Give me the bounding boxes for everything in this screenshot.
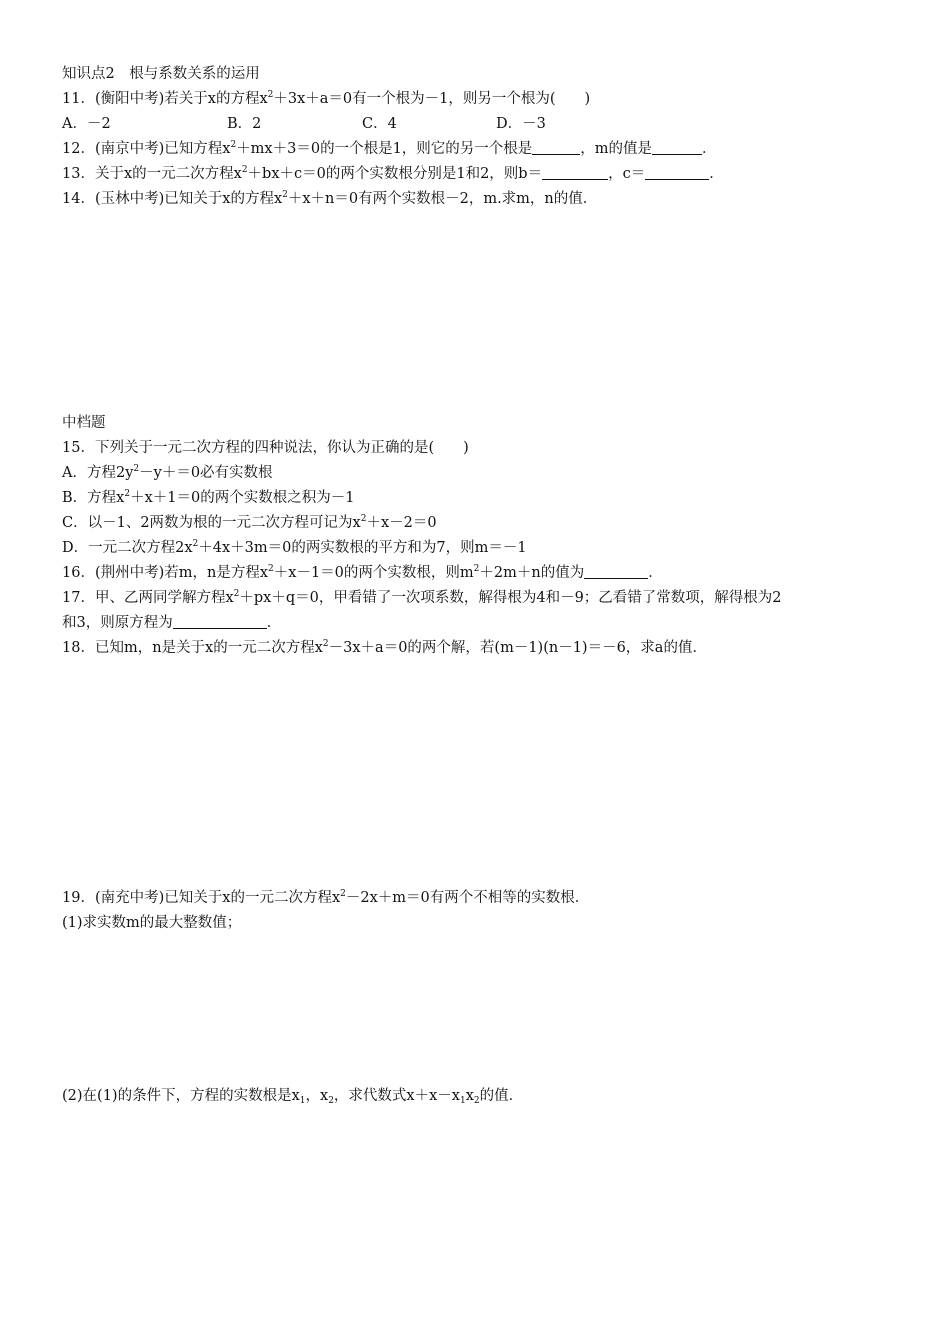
question-19-part-2: (2)在(1)的条件下，方程的实数根是$x_1$，$x_2$，求代数式$x+x-x_1x_2$的值． (62, 1088, 524, 1106)
answer-blank (645, 165, 709, 180)
option-a: A．－2 (62, 116, 111, 132)
question-11-options (62, 114, 546, 134)
option-d: D．－3 (496, 116, 546, 132)
section-heading-knowledge-2: 知识点2 根与系数关系的运用 (62, 66, 260, 82)
answer-blank (542, 165, 608, 180)
answer-blank (532, 140, 580, 155)
answer-blank (652, 140, 702, 155)
section-heading-mid: 中档题 (62, 415, 106, 431)
option-b: B．2 (227, 116, 262, 132)
option-c: C．4 (362, 116, 397, 132)
question-14: 14．(玉林中考)已知关于x的方程$x^2+x+n=0$有两个实数根－2，m.求m，n的值． (62, 190, 598, 207)
question-17-line-1: 17．甲、乙两同学解方程$x^2+px+q=0$，甲看错了一次项系数，解得根为4和－9；乙看错了常数项，解得根为2 (62, 589, 782, 606)
question-15-option-a: A．方程$2y^2-y+=0$必有实数根 (62, 464, 273, 481)
question-19-part-1: (1)求实数m的最大整数值； (62, 915, 242, 931)
question-19: 19．(南充中考)已知关于x的一元二次方程$x^2-2x+m=0$有两个不相等的实数根． (62, 889, 590, 906)
answer-blank (173, 614, 267, 629)
question-15-option-b: B．方程$x^2+x+1=0$的两个实数根之积为－1 (62, 489, 355, 506)
question-15-option-d: D．一元二次方程$2x^2+4x+3m=0$的两实数根的平方和为7，则m＝－1 (62, 539, 527, 556)
answer-blank (584, 564, 648, 579)
question-15-option-c: C．以－1、2两数为根的一元二次方程可记为$x^2+x-2=0$ (62, 514, 437, 531)
question-17-line-2: 和3，则原方程为 ． (62, 615, 282, 631)
question-11-stem: 11．(衡阳中考)若关于x的方程$x^2+3x+a=0$有一个根为－1，则另一个根为( ) (62, 90, 591, 107)
question-12: 12．(南京中考)已知方程$x^2+mx+3=0$的一个根是1，则它的另一个根是 ，m的值是 ． (62, 140, 717, 157)
question-15-stem: 15．下列关于一元二次方程的四种说法，你认为正确的是( ) (62, 440, 469, 456)
question-13: 13．关于x的一元二次方程$x^2+bx+c=0$的两个实数根分别是1和2，则b＝ ，c＝ ． (62, 165, 724, 182)
question-18: 18．已知m，n是关于x的一元二次方程$x^2-3x+a=0$的两个解，若(m－1)(n－1)＝－6，求a的值． (62, 639, 707, 656)
question-16: 16．(荆州中考)若m，n是方程$x^2+x-1=0$的两个实数根，则$m^2+2m+n$的值为 ． (62, 564, 663, 581)
